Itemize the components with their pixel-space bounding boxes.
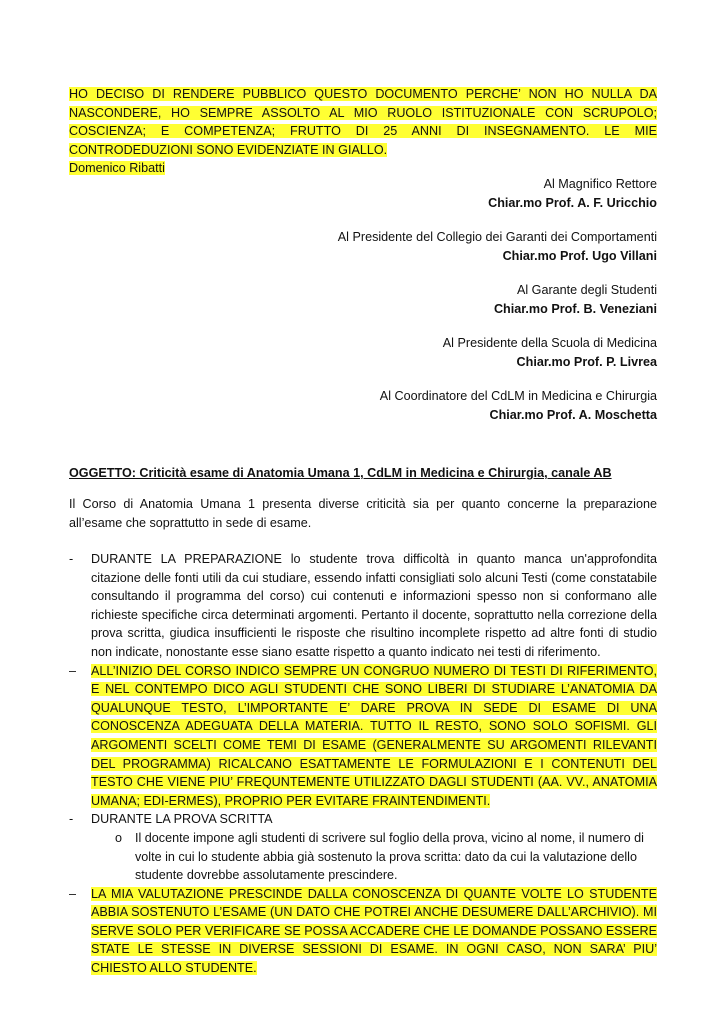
attempt-count-text: Il docente impone agli studenti di scrivere sul foglio della prova, vicino al nome, il numero di volte in cui lo studente abbia già sostenuto la prova scritta: dato da cui la valutazione dello studente dovrebbe assolutamente prescindere. xyxy=(135,830,644,883)
reply-2-text: LA MIA VALUTAZIONE PRESCINDE DALLA CONOSCENZA DI QUANTE VOLTE LO STUDENTE ABBIA SOSTENUTO L’ESAME (UN DATO CHE POTREI ANCHE DESUMERE DALL’ARCHIVIO). MI SERVE SOLO PER VERIFICARE SE POSSA ACCADERE CHE LE DOMANDE POSSANO ESSERE STATE LE STESSE IN DIVERSE SESSIONI DI ESAME. IN OGNI CASO, NON SARA’ PIU’ CHIESTO ALLO STUDENTE. xyxy=(91,886,657,976)
addressee-name: Chiar.mo Prof. A. Moschetta xyxy=(489,407,657,422)
addressee-role: Al Presidente della Scuola di Medicina xyxy=(442,336,657,350)
addressee-role: Al Coordinatore del CdLM in Medicina e Chirurgia xyxy=(379,389,657,403)
notice-text: HO DECISO DI RENDERE PUBBLICO QUESTO DOCUMENTO PERCHE’ NON HO NULLA DA NASCONDERE, HO SEMPRE ASSOLTO AL MIO RUOLO ISTITUZIONALE CON SCRUPOLO; COSCIENZA; E COMPETENZA; FRUTTO DI 25 ANNI DI INSEGNAMENTO. LE MIE CONTRODEDUZIONI SONO EVIDENZIATE IN GIALLO. xyxy=(69,87,657,157)
preparation-text: lo studente trova difficoltà in quanto manca un'approfondita citazione delle fonti utili da cui studiare, essendo infatti consigliati solo alcuni Testi (come constatabile consultando il programma del corso) cui contenuti e informazioni spesso non si conformano alle richieste specifiche circa determinati argomenti. Pertanto il docente, soprattutto nella correzione della prova scritta, giudica insufficienti le risposte che risultino incomplete rispetto ad altre fonti di studio non indicate, nonostante esse siano esatte rispetto a quanto indicato nei testi di riferimento. xyxy=(91,552,657,659)
addressee-role: Al Presidente del Collegio dei Garanti dei Comportamenti xyxy=(337,230,657,244)
preparation-lead: DURANTE LA PREPARAZIONE xyxy=(91,552,282,566)
highlighted-notice xyxy=(69,85,657,178)
notice-signature: Domenico Ribatti xyxy=(69,161,165,176)
subject-line: OGGETTO: Criticità esame di Anatomia Umana 1, CdLM in Medicina e Chirurgia, canale AB xyxy=(69,466,612,480)
addressee-role: Al Garante degli Studenti xyxy=(516,283,657,297)
list-item-written-exam xyxy=(69,810,657,829)
list-item-preparation xyxy=(69,550,657,662)
list-item-reply-1 xyxy=(69,662,657,811)
reply-1-text: ALL’INIZIO DEL CORSO INDICO SEMPRE UN CONGRUO NUMERO DI TESTI DI RIFERIMENTO, E NEL CONTEMPO DICO AGLI STUDENTI CHE SONO LIBERI DI STUDIARE L’ANATOMIA DA QUALUNQUE TESTO, L’IMPORTANTE E’ DARE PROVA IN SEDE DI ESAME DI UNA CONOSCENZA ADEGUATA DELLA MATERIA. TUTTO IL RESTO, SONO SOLO SOFISMI. GLI ARGOMENTI SCELTI COME TEMI DI ESAME (GENERALMENTE SU ARGOMENTI RILEVANTI DEL PROGRAMMA) RICALCANO ESATTAMENTE LE FORMULAZIONI E I CONTENUTI DEL TESTO CHE VIENE PIU’ FREQUNTEMENTE UTILIZZATO DAGLI STUDENTI (AA. VV., ANATOMIA UMANA; EDI-ERMES), PROPRIO PER EVITARE FRAINTENDIMENTI. xyxy=(91,663,657,808)
addressee-name: Chiar.mo Prof. P. Livrea xyxy=(516,354,657,369)
addressee-rector xyxy=(69,175,657,212)
addressee-medicine-school-president xyxy=(69,334,657,371)
addressee-name: Chiar.mo Prof. Ugo Villani xyxy=(502,248,657,263)
addressee-guarantors-president xyxy=(69,228,657,265)
written-exam-heading: DURANTE LA PROVA SCRITTA xyxy=(91,812,273,827)
dash-bullet: – xyxy=(69,663,77,678)
addressee-role: Al Magnifico Rettore xyxy=(543,177,657,191)
dash-bullet: – xyxy=(69,886,77,901)
intro-paragraph: Il Corso di Anatomia Umana 1 presenta diverse criticità sia per quanto concerne la preparazione all’esame che soprattutto in sede di esame. xyxy=(69,497,657,530)
dash-bullet: - xyxy=(69,812,74,827)
criticism-list xyxy=(69,550,657,978)
addressee-cdlm-coordinator xyxy=(69,387,657,424)
list-item-reply-2 xyxy=(69,885,657,978)
circle-bullet: o xyxy=(115,830,123,845)
dash-bullet: - xyxy=(69,552,74,566)
addressee-name: Chiar.mo Prof. B. Veneziani xyxy=(493,301,657,316)
addressee-student-guarantor xyxy=(69,281,657,318)
addressee-name: Chiar.mo Prof. A. F. Uricchio xyxy=(488,195,657,210)
list-subitem-attempt-count xyxy=(69,829,657,885)
